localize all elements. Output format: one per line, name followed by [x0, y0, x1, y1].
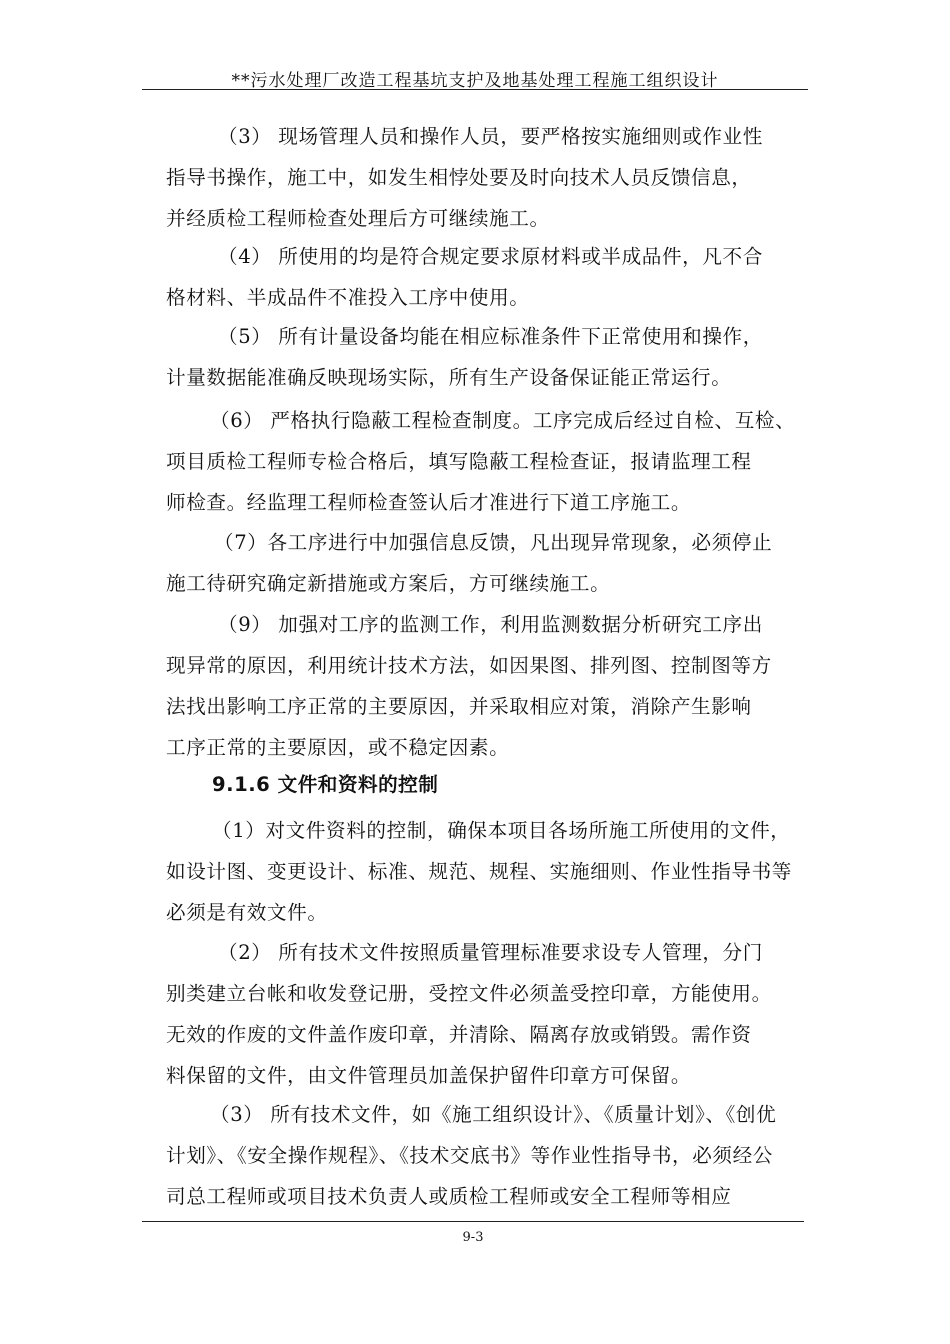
text-line: 并经质检工程师检查处理后方可继续施工。 [166, 207, 550, 230]
section-paragraph-1 [166, 810, 806, 933]
text-line: （5） 所有计量设备均能在相应标准条件下正常使用和操作， [218, 325, 763, 348]
text-line: （1）对文件资料的控制，确保本项目各场所施工所使用的文件， [212, 819, 791, 842]
section-paragraph-2 [166, 932, 806, 1096]
paragraph-3 [166, 116, 806, 239]
page-number: 9-3 [462, 1230, 484, 1245]
paragraph-7 [166, 522, 806, 604]
text-line: 施工待研究确定新措施或方案后，方可继续施工。 [166, 572, 611, 595]
text-line: 司总工程师或项目技术负责人或质检工程师或安全工程师等相应 [166, 1185, 732, 1208]
paragraph-5 [166, 316, 806, 398]
text-line: 计量数据能准确反映现场实际，所有生产设备保证能正常运行。 [166, 366, 732, 389]
header-divider [142, 89, 808, 90]
paragraph-6 [166, 400, 806, 523]
text-line: 格材料、半成品件不准投入工序中使用。 [166, 286, 530, 309]
paragraph-9 [166, 604, 806, 768]
text-line: 师检查。经监理工程师检查签认后才准进行下道工序施工。 [166, 491, 692, 514]
text-line: 工序正常的主要原因，或不稳定因素。 [166, 736, 510, 759]
text-line: （6） 严格执行隐蔽工程检查制度。工序完成后经过自检、互检、 [210, 409, 796, 432]
text-line: 必须是有效文件。 [166, 901, 328, 924]
text-line: （7）各工序进行中加强信息反馈，凡出现异常现象，必须停止 [214, 531, 773, 554]
paragraph-4 [166, 236, 806, 318]
text-line: 料保留的文件，由文件管理员加盖保护留件印章方可保留。 [166, 1064, 692, 1087]
text-line: 法找出影响工序正常的主要原因，并采取相应对策，消除产生影响 [166, 695, 752, 718]
section-paragraph-3 [166, 1094, 806, 1217]
text-line: （3） 所有技术文件，如《施工组织设计》、《质量计划》、《创优 [210, 1103, 777, 1126]
text-line: 指导书操作，施工中，如发生相悖处要及时向技术人员反馈信息， [166, 166, 752, 189]
text-line: （2） 所有技术文件按照质量管理标准要求设专人管理，分门 [218, 941, 763, 964]
page-header-title: **污水处理厂改造工程基坑支护及地基处理工程施工组织设计 [231, 71, 719, 91]
text-line: 项目质检工程师专检合格后，填写隐蔽工程检查证，报请监理工程 [166, 450, 752, 473]
section-heading: 9.1.6 文件和资料的控制 [212, 773, 439, 796]
text-line: （4） 所使用的均是符合规定要求原材料或半成品件，凡不合 [218, 245, 763, 268]
text-line: （3） 现场管理人员和操作人员，要严格按实施细则或作业性 [218, 125, 763, 148]
footer-divider [142, 1221, 804, 1222]
text-line: （9） 加强对工序的监测工作，利用监测数据分析研究工序出 [218, 613, 763, 636]
text-line: 别类建立台帐和收发登记册，受控文件必须盖受控印章，方能使用。 [166, 982, 772, 1005]
text-line: 计划》、《安全操作规程》、《技术交底书》等作业性指导书，必须经公 [166, 1144, 773, 1167]
text-line: 如设计图、变更设计、标准、规范、规程、实施细则、作业性指导书等 [166, 860, 793, 883]
text-line: 现异常的原因，利用统计技术方法，如因果图、排列图、控制图等方 [166, 654, 772, 677]
text-line: 无效的作废的文件盖作废印章，并清除、隔离存放或销毁。需作资 [166, 1023, 752, 1046]
